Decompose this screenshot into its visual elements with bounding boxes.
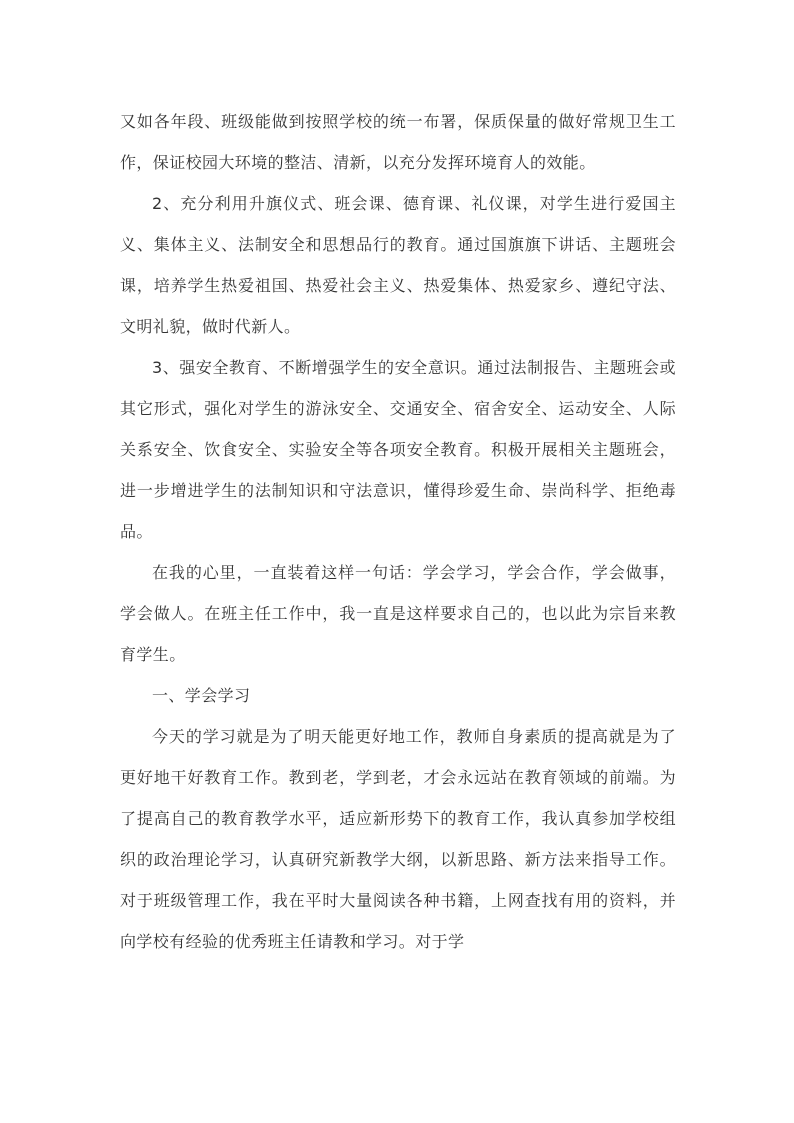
- section-heading: 一、学会学习: [152, 686, 251, 705]
- paragraph-5: 今天的学习就是为了明天能更好地工作，教师自身素质的提高就是为了更好地干好教育工作。教到老，学到老，才会永远站在教育领域的前端。为了提高自己的教育教学水平，适应新形势下的教育工作，我认真参加学校组织的政治理论学习，认真研究新教学大纲，以新思路、新方法来指导工作。对于班级管理工作，我在平时大量阅读各种书籍，上网查找有用的资料，并向学校有经验的优秀班主任请教和学习。对于学: [120, 727, 676, 951]
- paragraph-4: 在我的心里，一直装着这样一句话：学会学习，学会合作，学会做事，学会做人。在班主任工作中，我一直是这样要求自己的，也以此为宗旨来教育学生。: [120, 563, 676, 664]
- paragraph-1: 又如各年段、班级能做到按照学校的统一布署，保质保量的做好常规卫生工作，保证校园大环境的整洁、清新，以充分发挥环境育人的效能。: [120, 112, 676, 172]
- document-body: [120, 101, 676, 962]
- paragraph-2: 2、充分利用升旗仪式、班会课、德育课、礼仪课，对学生进行爱国主义、集体主义、法制安全和思想品行的教育。通过国旗旗下讲话、主题班会课，培养学生热爱祖国、热爱社会主义、热爱集体、热爱家乡、遵纪守法、文明礼貌，做时代新人。: [120, 194, 676, 336]
- paragraph-3: 3、强安全教育、不断增强学生的安全意识。通过法制报告、主题班会或其它形式，强化对学生的游泳安全、交通安全、宿舍安全、运动安全、人际关系安全、饮食安全、实验安全等各项安全教育。积极开展相关主题班会，进一步增进学生的法制知识和守法意识，懂得珍爱生命、崇尚科学、拒绝毒品。: [120, 358, 676, 541]
